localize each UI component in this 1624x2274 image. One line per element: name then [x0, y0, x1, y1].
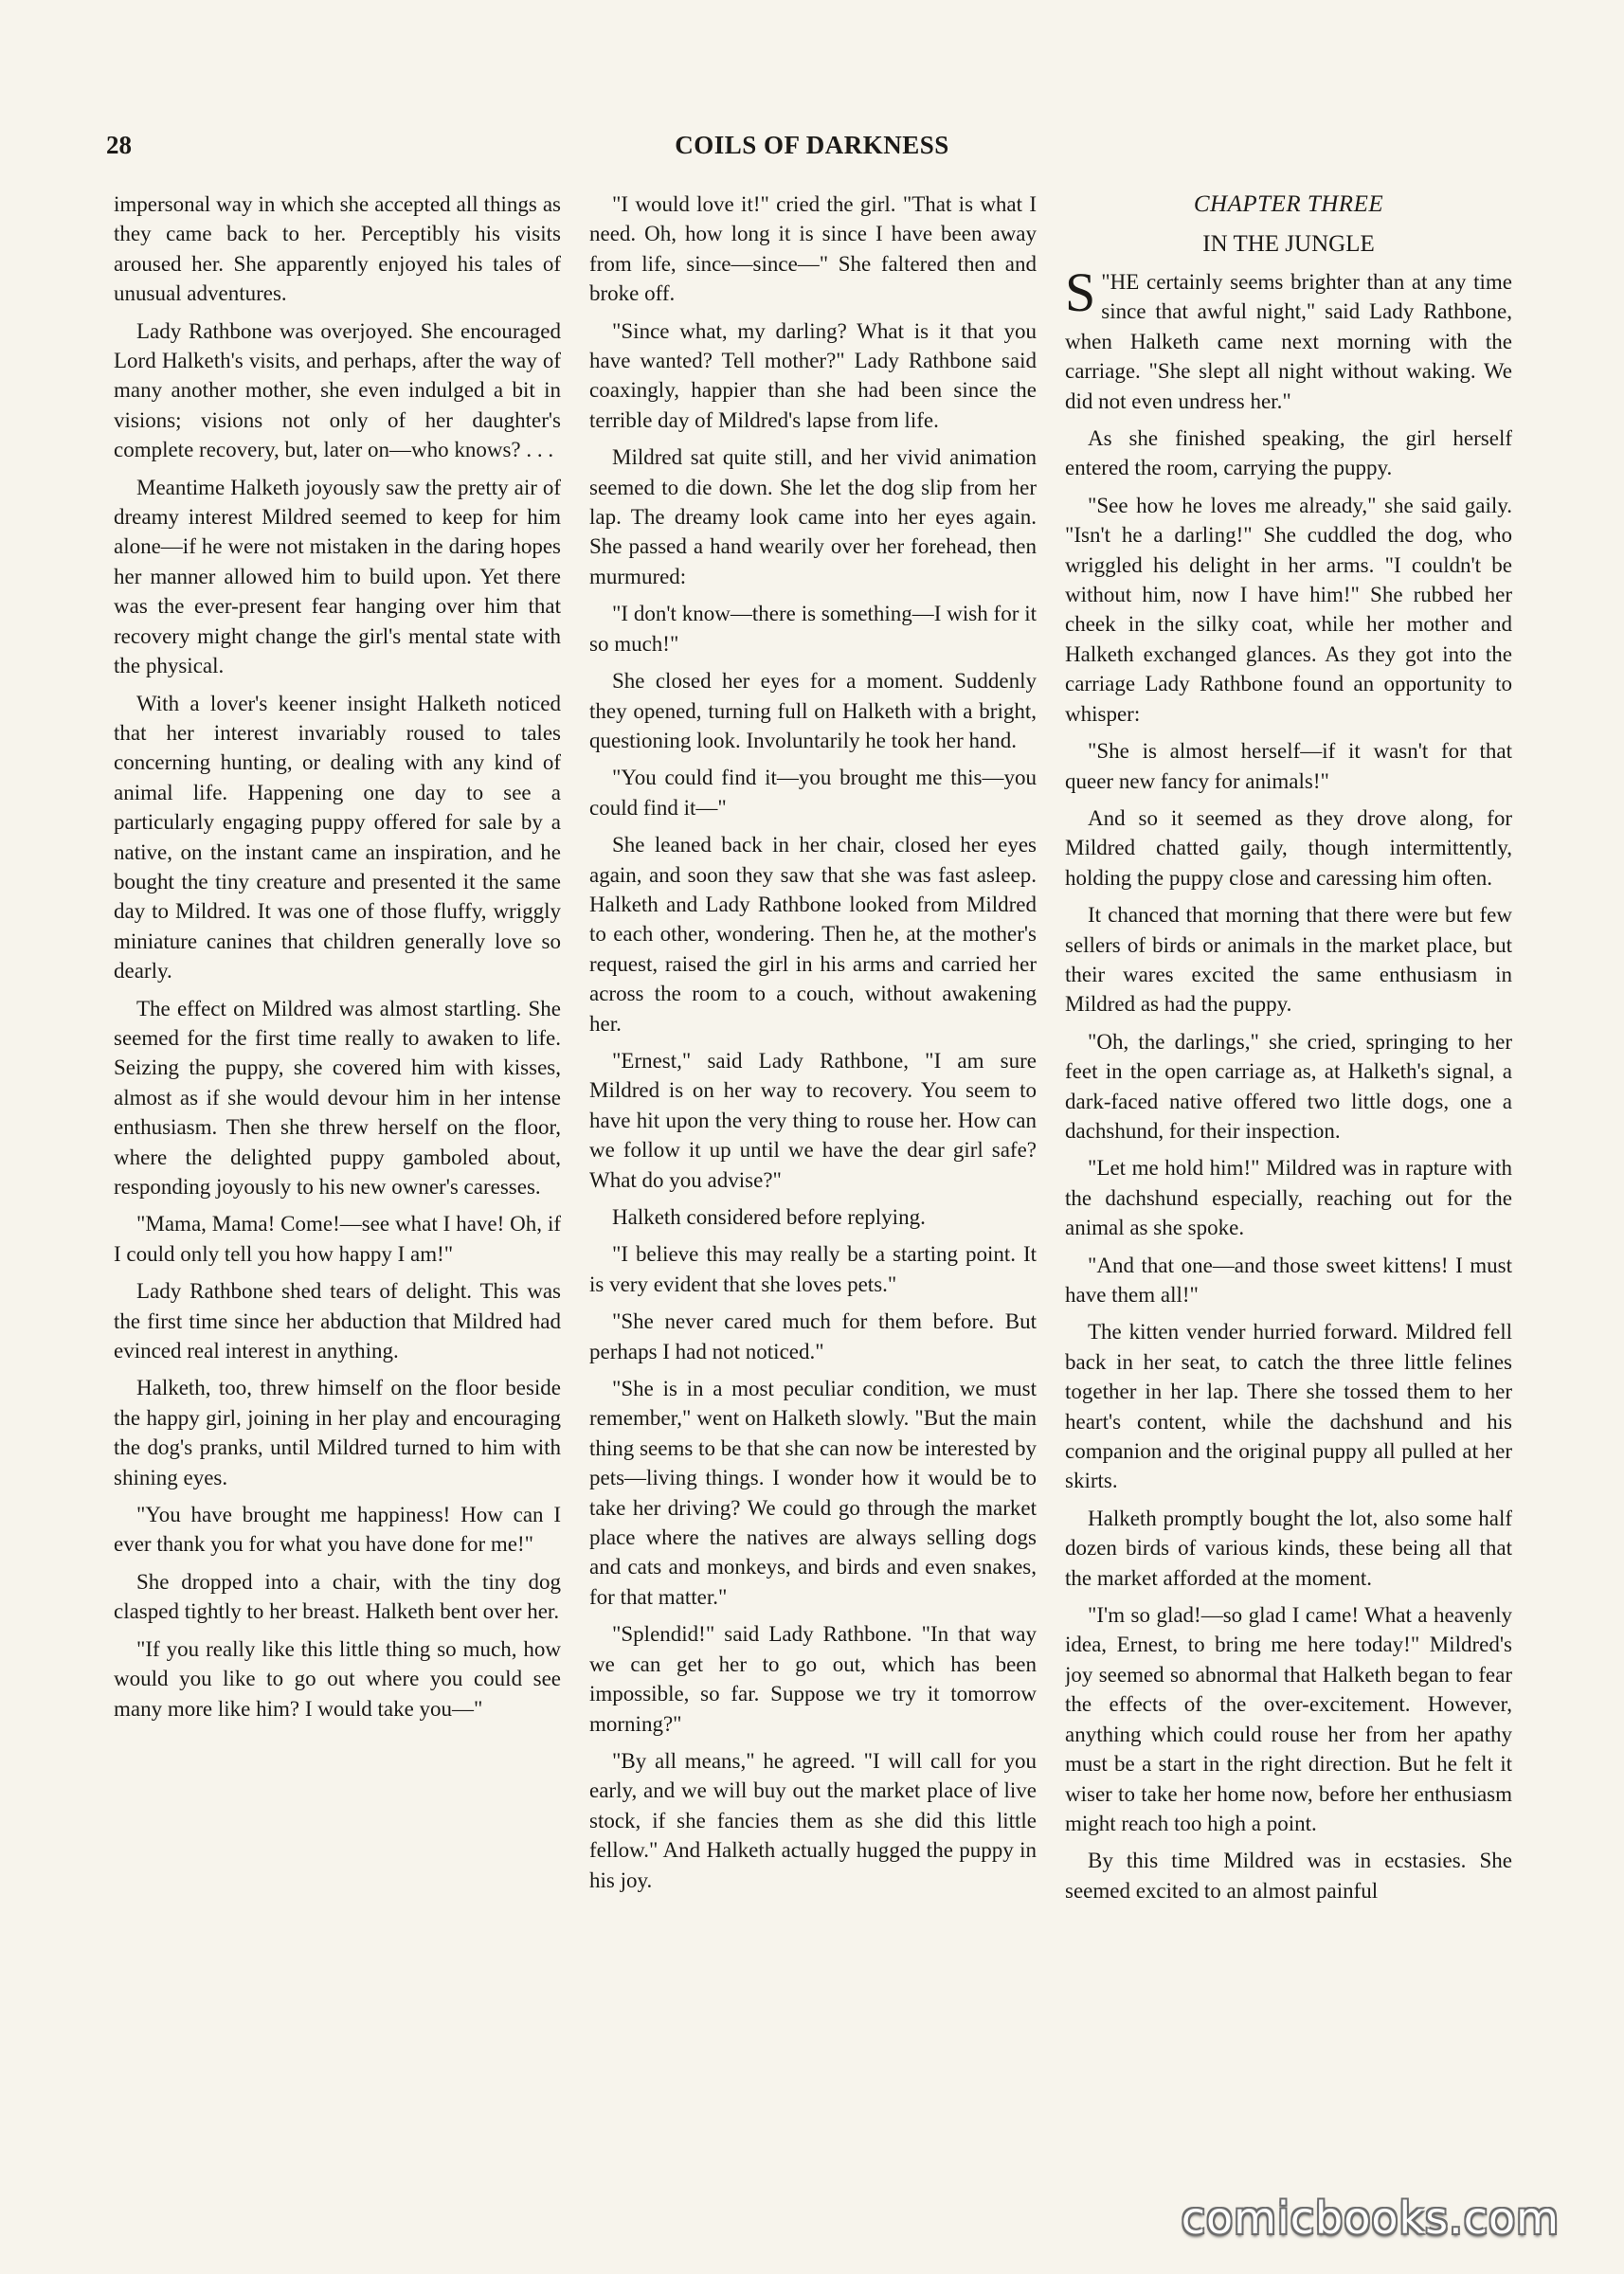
paragraph: "Let me hold him!" Mildred was in rapture with the dachshund especially, reaching out for the animal as she spoke.	[1065, 1156, 1512, 1240]
paragraph: "She never cared much for them before. But perhaps I had not noticed."	[589, 1309, 1037, 1363]
paragraph: "She is in a most peculiar condition, we must remember," went on Halketh slowly. "But the main thing seems to be that she can now be interested by pets—living things. I wonder how it would be to take her driving? We could go through the market place where the natives are always selling dogs and cats and monkeys, and birds and even snakes, for that matter."	[589, 1377, 1037, 1609]
paragraph: She dropped into a chair, with the tiny dog clasped tightly to her breast. Halketh bent over her.	[114, 1569, 561, 1624]
drop-cap: S	[1065, 262, 1096, 323]
paragraph: Halketh considered before replying.	[612, 1205, 926, 1229]
paragraph: She leaned back in her chair, closed her eyes again, and soon they saw that she was fast asleep. Halketh and Lady Rathbone looked from Mildred to each other, wondering. Then he, at the mother's request, raised the girl in his arms and carried her across the room to a couch, without awakening her.	[589, 833, 1037, 1036]
paragraph: She closed her eyes for a moment. Suddenly they opened, turning full on Halketh with a bright, questioning look. Involuntarily he took her hand.	[589, 669, 1037, 752]
paragraph: "Splendid!" said Lady Rathbone. "In that way we can get her to go out, which has been impossible, so far. Suppose we try it tomorrow morning?"	[589, 1622, 1037, 1736]
paragraph: And so it seemed as they drove along, for Mildred chatted gaily, though intermittently, holding the puppy close and caressing him often.	[1065, 805, 1512, 890]
paragraph: "She is almost herself—if it wasn't for that queer new fancy for animals!"	[1065, 739, 1512, 793]
paragraph: It chanced that morning that there were but few sellers of birds or animals in the market place, but their wares excited the same enthusiasm in Mildred as had the puppy.	[1065, 903, 1512, 1017]
paragraph: "I would love it!" cried the girl. "That is what I need. Oh, how long it is since I have been away from life, since—since—" She faltered then and broke off.	[589, 192, 1037, 306]
paragraph: "You could find it—you brought me this—you could find it—"	[589, 766, 1037, 820]
paragraph: "Ernest," said Lady Rathbone, "I am sure Mildred is on her way to recovery. You seem to have hit upon the very thing to rouse her. How can we follow it up until we have the dear girl safe? What do you advise?"	[589, 1048, 1037, 1192]
column-left	[114, 190, 561, 2160]
running-title: COILS OF DARKNESS	[675, 131, 949, 159]
paragraph: "Oh, the darlings," she cried, springing to her feet in the open carriage as, at Halketh's signal, a dark-faced native offered two little dogs, one a dachshund, for their inspection.	[1065, 1029, 1512, 1143]
paragraph: Halketh promptly bought the lot, also some half dozen birds of various kinds, these being all that the market afforded at the moment.	[1065, 1506, 1512, 1590]
page-number: 28	[106, 131, 132, 159]
chapter-title: IN THE JUNGLE	[1202, 231, 1375, 257]
text-columns	[114, 190, 1520, 2160]
paragraph: Lady Rathbone was overjoyed. She encouraged Lord Halketh's visits, and perhaps, after the way of many another mother, she even indulged a bit in visions; visions not only of her daughter's complete recovery, but, later on—who knows? . . .	[114, 318, 561, 462]
paragraph: "If you really like this little thing so much, how would you like to go out where you could see many more like him? I would take you—"	[114, 1636, 561, 1721]
column-middle	[589, 190, 1037, 2160]
paragraph: As she finished speaking, the girl herself entered the room, carrying the puppy.	[1065, 426, 1512, 480]
chapter-opening-paragraph	[1065, 262, 1512, 416]
paragraph: "See how he loves me already," she said gaily. "Isn't he a darling!" She cuddled the dog, who wriggled his delight in her arms. "I couldn't be without him, now I have him!" She rubbed her cheek in the silky coat, while her mother and Halketh exchanged glances. As they got into the carriage Lady Rathbone found an opportunity to whisper:	[1065, 493, 1512, 726]
paragraph: Mildred sat quite still, and her vivid animation seemed to die down. She let the dog slip from her lap. The dreamy look came into her eyes again. She passed a hand wearily over her forehead, then murmured:	[589, 445, 1037, 588]
paragraph: The kitten vender hurried forward. Mildred fell back in her seat, to catch the three little felines together in her lap. There she tossed them to her heart's content, while the dachshund and his companion and the original puppy all pulled at her skirts.	[1065, 1320, 1512, 1493]
paragraph: "I don't know—there is something—I wish for it so much!"	[589, 602, 1037, 656]
paragraph: "By all means," he agreed. "I will call for you early, and we will buy out the market place of live stock, if she fancies them as she did this little fellow." And Halketh actually hugged the puppy in his joy.	[589, 1748, 1037, 1892]
paragraph: Lady Rathbone shed tears of delight. This was the first time since her abduction that Mildred had evinced real interest in anything.	[114, 1279, 561, 1363]
paragraph: Meantime Halketh joyously saw the pretty air of dreamy interest Mildred seemed to keep for him alone—if he were not mistaken in the daring hopes her manner allowed him to build upon. Yet there was the ever-present fear hanging over him that recovery might change the girl's mental state with the physical.	[114, 475, 561, 678]
paragraph: With a lover's keener insight Halketh noticed that her interest invariably roused to tales concerning hunting, or dealing with any kind of animal life. Happening one day to see a particularly engaging puppy offered for sale by a native, on the instant came an inspiration, and he bought the tiny creature and presented it the same day to Mildred. It was one of those fluffy, wriggly miniature canines that children generally love so dearly.	[114, 691, 561, 984]
opening-quote: "	[1101, 270, 1110, 294]
paragraph: "I'm so glad!—so glad I came! What a heavenly idea, Ernest, to bring me here today!" Mildred's joy seemed so abnormal that Halketh began to fear the effects of the over-excitement. However, anything which could rouse her from her apathy must be a start in the right direction. But he felt it wiser to take her home now, before her enthusiasm might reach too high a point.	[1065, 1603, 1512, 1835]
paragraph: "And that one—and those sweet kittens! I must have them all!"	[1065, 1253, 1512, 1307]
paragraph: The effect on Mildred was almost startling. She seemed for the first time really to awaken to life. Seizing the puppy, she covered him with kisses, almost as if she would devour him in her intense enthusiasm. Then she threw herself on the floor, where the delighted puppy gamboled about, responding joyously to his new owner's caresses.	[114, 996, 561, 1199]
paragraph: Halketh, too, threw himself on the floor beside the happy girl, joining in her play and encouraging the dog's pranks, until Mildred turned to him with shining eyes.	[114, 1376, 561, 1489]
paragraph: "Since what, my darling? What is it that you have wanted? Tell mother?" Lady Rathbone said coaxingly, happier than she had been since the terrible day of Mildred's lapse from life.	[589, 318, 1037, 432]
opening-text: HE certainly seems brighter than at any time since that awful night," said Lady Rathbone, when Halketh came next morning with the carriage. "She slept all night without waking. We did not even undress her."	[1065, 270, 1512, 413]
paragraph: "I believe this may really be a starting point. It is very evident that she loves pets."	[589, 1242, 1037, 1296]
chapter-number: CHAPTER THREE	[1193, 191, 1384, 217]
paragraph: "You have brought me happiness! How can I ever thank you for what you have done for me!"	[114, 1503, 561, 1557]
paragraph: impersonal way in which she accepted all things as they came back to her. Perceptibly his visits aroused her. She apparently enjoyed his tales of unusual adventures.	[114, 192, 561, 306]
paragraph: "Mama, Mama! Come!—see what I have! Oh, if I could only tell you how happy I am!"	[114, 1212, 561, 1266]
paragraph: By this time Mildred was in ecstasies. She seemed excited to an almost painful	[1065, 1849, 1512, 1903]
site-watermark: comicbooks.com	[1181, 2193, 1560, 2244]
column-right	[1065, 190, 1512, 2160]
